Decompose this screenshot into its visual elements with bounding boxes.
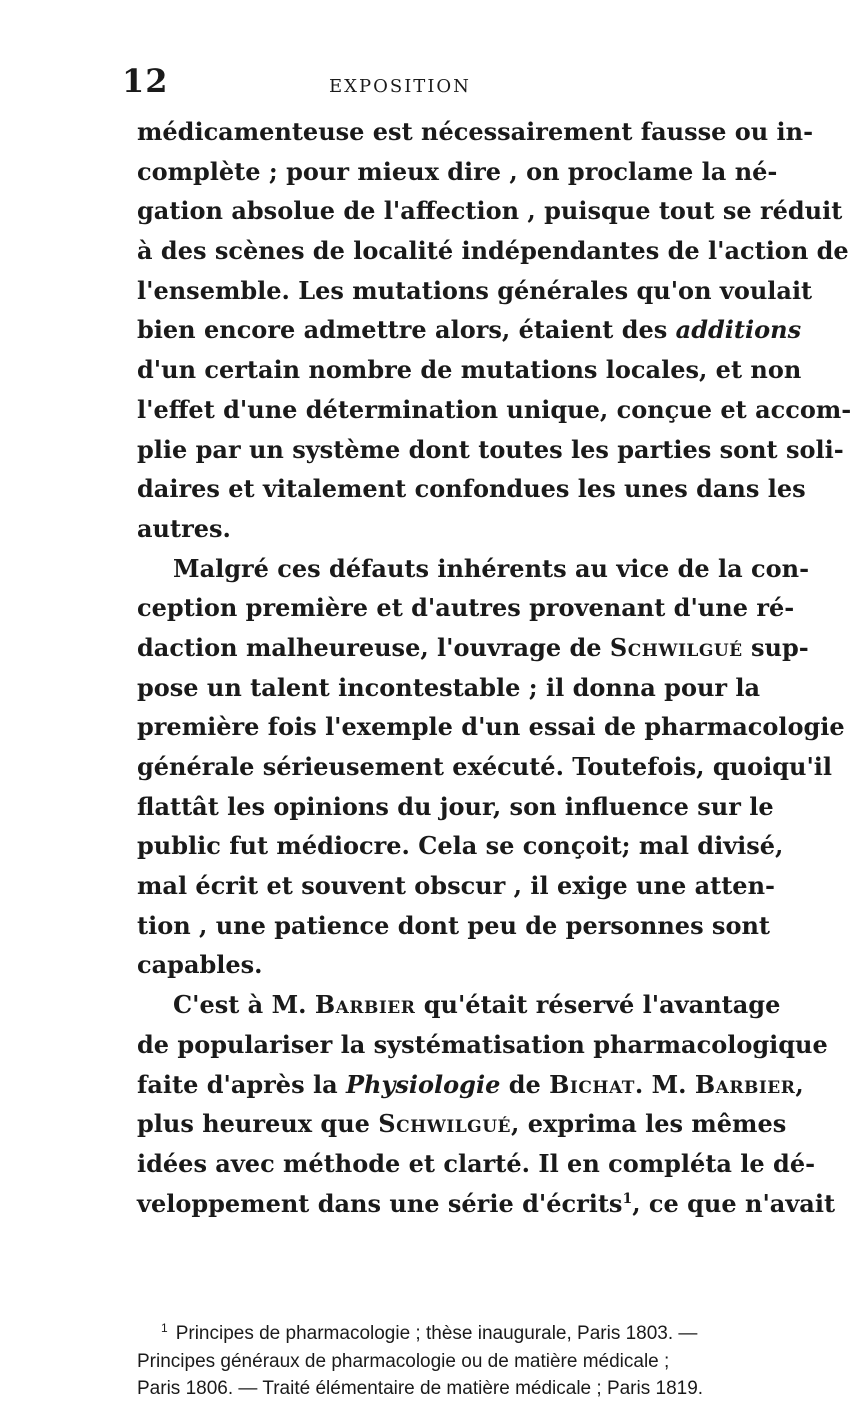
text-segment: veloppement dans une série d'écrits: [137, 1188, 623, 1218]
author-name: Barbier: [694, 1069, 796, 1099]
text-line: d'un certain nombre de mutations locales, et non: [137, 355, 802, 385]
footnote-text: Principes de pharmacologie ; thèse inaugurale, Paris 1803. —: [175, 1323, 698, 1344]
text-segment: bien encore admettre alors, étaient des: [137, 315, 676, 345]
text-line: [137, 1104, 787, 1144]
text-line: complète ; pour mieux dire , on proclame la né-: [137, 156, 778, 186]
text-line: daires et vitalement confondues les unes dans les: [137, 474, 806, 504]
text-segment: C'est à M.: [173, 990, 315, 1020]
text-line: [137, 628, 809, 668]
author-name: Schwilgué: [609, 632, 743, 662]
text-segment: de: [500, 1069, 550, 1099]
text-line: première fois l'exemple d'un essai de pharmacologie: [137, 712, 845, 742]
footnote-marker: 1: [161, 1320, 168, 1335]
text-line: plie par un système dont toutes les parties sont soli-: [137, 434, 844, 464]
footnote-line: Paris 1806. — Traité élémentaire de matière médicale ; Paris 1819.: [137, 1378, 704, 1399]
text-segment: faite d'après la: [137, 1069, 346, 1099]
text-segment: . M.: [634, 1069, 695, 1099]
text-line: l'effet d'une détermination unique, conçue et accom-: [137, 394, 851, 424]
text-segment: , exprima les mêmes: [511, 1109, 787, 1139]
text-segment: qu'était réservé l'avantage: [415, 990, 781, 1020]
page-number: 12: [122, 62, 169, 100]
text-line: à des scènes de localité indépendantes de l'action de: [137, 236, 849, 266]
italic-term: additions: [675, 315, 802, 345]
footnote-line: Principes généraux de pharmacologie ou de matière médicale ;: [137, 1350, 670, 1372]
text-segment: ,: [795, 1069, 804, 1099]
footnote-line: [137, 1320, 709, 1348]
text-line: ception première et d'autres provenant d'une ré-: [137, 593, 795, 623]
text-line: générale sérieusement exécuté. Toutefois, quoiqu'il: [137, 752, 833, 781]
footnote-reference: 1: [622, 1190, 633, 1207]
text-line: autres.: [137, 513, 231, 543]
text-line: [137, 1184, 836, 1224]
text-segment: sup-: [742, 632, 809, 662]
text-line: de populariser la systématisation pharmacologique: [137, 1029, 828, 1059]
text-line: idées avec méthode et clarté. Il en compléta le dé-: [137, 1148, 816, 1178]
text-line: mal écrit et souvent obscur , il exige une atten-: [137, 871, 775, 901]
body-text: [137, 112, 851, 1223]
text-line: public fut médiocre. Cela se conçoit; mal divisé,: [137, 831, 784, 861]
text-line: [137, 1065, 804, 1105]
author-name: Barbier: [314, 990, 416, 1020]
paragraph-start-line: Malgré ces défauts inhérents au vice de la con-: [173, 553, 810, 583]
text-line: flattât les opinions du jour, son influence sur le: [137, 791, 774, 821]
text-line: pose un talent incontestable ; il donna pour la: [137, 672, 761, 702]
text-line: capables.: [137, 950, 263, 980]
author-name: Bichat: [549, 1069, 635, 1099]
author-name: Schwilgué: [378, 1109, 511, 1139]
italic-title: Physiologie: [345, 1069, 501, 1099]
text-segment: plus heureux que: [137, 1109, 379, 1139]
text-line: gation absolue de l'affection , puisque tout se réduit: [137, 196, 843, 226]
footnote: [137, 1320, 709, 1403]
text-segment: daction malheureuse, l'ouvrage de: [137, 632, 610, 662]
text-segment: , ce que n'avait: [632, 1188, 836, 1218]
text-line: [137, 310, 802, 350]
paragraph-start-line: [137, 985, 781, 1025]
running-title: EXPOSITION: [329, 76, 471, 97]
text-line: médicamenteuse est nécessairement fausse ou in-: [137, 117, 814, 146]
text-line: tion , une patience dont peu de personnes sont: [137, 910, 770, 940]
text-line: l'ensemble. Les mutations générales qu'on voulait: [137, 275, 813, 305]
